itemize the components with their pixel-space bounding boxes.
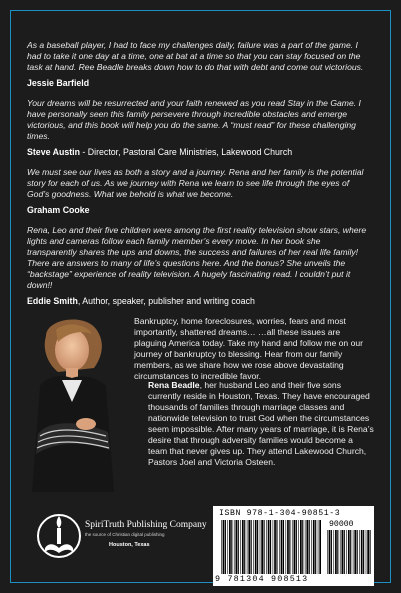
endorsement-quote: Rena, Leo and their five children were among the first reality television show stars, where lights and cameras follow each family member’s every move. In her book she transparently shares the ups and downs, the success and failures of her real life family! There are answers to many of life’s questions here. And the bonus? She unveils the “backstage” experience of reality television. A hugely fascinating read. I couldn’t put it down!!	[27, 225, 367, 290]
endorsement-author: Graham Cooke	[27, 205, 90, 215]
publisher-name: SpiriTruth Publishing Company	[85, 520, 207, 530]
endorsements	[27, 40, 369, 316]
isbn-label: ISBN 978-1-304-90851-3	[219, 509, 341, 518]
barcode-digits: 9 781304 908513	[215, 574, 309, 584]
endorsement-quote: Your dreams will be resurrected and your faith renewed as you read Stay in the Game. I have personally seen this family persevere through incredible obstacles and emerge victorious, and this book will help you do the same. A “must read” for these challenging times.	[27, 98, 361, 141]
book-description: Bankruptcy, home foreclosures, worries, fears and most importantly, shattered dreams… …all these issues are plaguing America today. Take my hand and follow me on our journey of bankruptcy to blessing. Hear from our family members, as we share how we rose above devastating circumstances to incredible favor.	[134, 316, 363, 381]
publisher-city: Houston, Texas	[109, 542, 150, 548]
barcode	[213, 506, 374, 586]
lamp-icon	[35, 508, 83, 568]
ean-barcode	[221, 520, 321, 574]
author-name: Rena Beadle	[148, 380, 200, 390]
endorsement-author: Eddie Smith, Author, speaker, publisher and writing coach	[27, 296, 255, 306]
endorsement-quote: As a baseball player, I had to face my challenges daily, failure was a part of the game. I had to take it one day at a time, one at bat at a time so that you can stay focused on the task at hand. Ree Beadle breaks down how to do that with debt and come out victorious.	[27, 40, 364, 72]
publisher-logo	[35, 508, 207, 568]
author-photo	[28, 316, 128, 492]
publisher-tagline: the source of Christian digital publishing	[85, 532, 165, 537]
author-section	[0, 310, 401, 593]
endorsement-quote: We must see our lives as both a story and a journey. Rena and her family is the potential story for each of us. As we journey with Rena we learn to see life through the eyes of God’s goodness. What we behold is what we become.	[27, 167, 364, 199]
price-code: 90000	[329, 520, 354, 529]
endorsement-author: Jessie Barfield	[27, 78, 90, 88]
price-barcode	[327, 530, 371, 574]
author-bio: Rena Beadle, her husband Leo and their five sons currently reside in Houston, Texas. They have encouraged thousands of families through marriage classes and nationwide television to trust God when the circumstances seem impossible. After many years of marriage, it is Rena’s desire that through adversity families would become a team that never gives up. They attend Lakewood Church, Pastors Joel and Victoria Osteen.	[148, 380, 374, 467]
endorsement-author: Steve Austin - Director, Pastoral Care Ministries, Lakewood Church	[27, 147, 293, 157]
